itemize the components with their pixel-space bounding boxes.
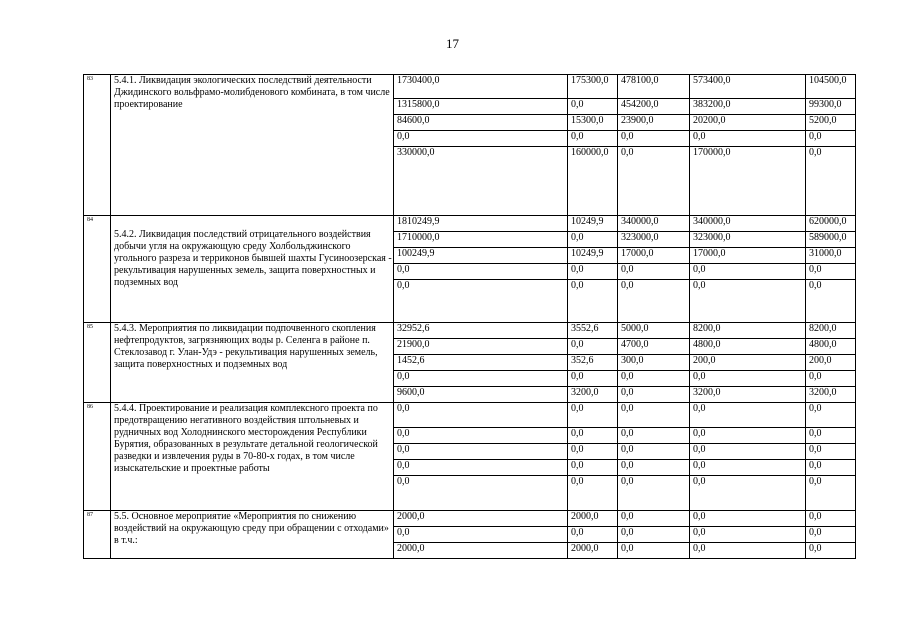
value-col4: 383200,0 [690, 99, 806, 115]
value-col3: 0,0 [618, 460, 690, 476]
value-col2: 15300,0 [568, 115, 618, 131]
value-col4: 0,0 [690, 543, 806, 559]
value-col4: 0,0 [690, 476, 806, 511]
value-col4: 17000,0 [690, 248, 806, 264]
row-description: 5.4.3. Мероприятия по ликвидации подпочвенного скопления нефтепродуктов, загрязняющих воды р. Селенга в районе п. Стеклозавод г. Улан-Удэ - рекультивация нарушенных земель, защита поверхностных и подземных вод [111, 323, 394, 403]
value-col3: 0,0 [618, 387, 690, 403]
value-total: 0,0 [394, 460, 568, 476]
value-total: 0,0 [394, 280, 568, 323]
value-col2: 0,0 [568, 371, 618, 387]
value-col3: 0,0 [618, 543, 690, 559]
value-col4: 0,0 [690, 371, 806, 387]
value-col2: 0,0 [568, 99, 618, 115]
value-col5: 99300,0 [806, 99, 856, 115]
value-col2: 0,0 [568, 339, 618, 355]
value-col4: 0,0 [690, 264, 806, 280]
value-col3: 4700,0 [618, 339, 690, 355]
value-col3: 0,0 [618, 371, 690, 387]
value-total: 21900,0 [394, 339, 568, 355]
value-col3: 0,0 [618, 511, 690, 527]
value-col5: 0,0 [806, 444, 856, 460]
value-col3: 0,0 [618, 527, 690, 543]
value-col5: 0,0 [806, 264, 856, 280]
value-col5: 3200,0 [806, 387, 856, 403]
value-col3: 0,0 [618, 476, 690, 511]
value-col4: 200,0 [690, 355, 806, 371]
value-col2: 0,0 [568, 460, 618, 476]
value-col4: 20200,0 [690, 115, 806, 131]
value-col3: 17000,0 [618, 248, 690, 264]
value-col2: 0,0 [568, 280, 618, 323]
value-col2: 0,0 [568, 131, 618, 147]
value-col5: 0,0 [806, 460, 856, 476]
value-col2: 0,0 [568, 232, 618, 248]
value-col5: 0,0 [806, 371, 856, 387]
value-col2: 352,6 [568, 355, 618, 371]
value-total: 2000,0 [394, 511, 568, 527]
value-total: 84600,0 [394, 115, 568, 131]
value-col4: 573400,0 [690, 75, 806, 99]
value-col4: 0,0 [690, 131, 806, 147]
value-total: 0,0 [394, 371, 568, 387]
value-col4: 0,0 [690, 280, 806, 323]
value-total: 32952,6 [394, 323, 568, 339]
value-col5: 0,0 [806, 543, 856, 559]
value-col2: 10249,9 [568, 248, 618, 264]
value-col5: 0,0 [806, 147, 856, 216]
value-total: 1315800,0 [394, 99, 568, 115]
row-number: 85 [84, 323, 111, 403]
value-col5: 0,0 [806, 511, 856, 527]
value-col4: 0,0 [690, 460, 806, 476]
value-col3: 0,0 [618, 444, 690, 460]
value-col5: 200,0 [806, 355, 856, 371]
row-number: 86 [84, 403, 111, 511]
value-col5: 0,0 [806, 428, 856, 444]
value-col2: 0,0 [568, 444, 618, 460]
value-col3: 478100,0 [618, 75, 690, 99]
row-number: 87 [84, 511, 111, 559]
value-col5: 4800,0 [806, 339, 856, 355]
row-number: 84 [84, 216, 111, 323]
value-total: 0,0 [394, 264, 568, 280]
value-col3: 0,0 [618, 147, 690, 216]
value-col4: 323000,0 [690, 232, 806, 248]
value-total: 9600,0 [394, 387, 568, 403]
value-col2: 0,0 [568, 527, 618, 543]
value-col5: 0,0 [806, 476, 856, 511]
value-col4: 4800,0 [690, 339, 806, 355]
value-col3: 300,0 [618, 355, 690, 371]
row-description: 5.5. Основное мероприятие «Мероприятия по снижению воздействий на окружающую среду при обращении с отходами» в т.ч.: [111, 511, 394, 559]
value-col3: 454200,0 [618, 99, 690, 115]
value-col5: 5200,0 [806, 115, 856, 131]
value-col2: 2000,0 [568, 543, 618, 559]
value-col4: 0,0 [690, 428, 806, 444]
value-col5: 620000,0 [806, 216, 856, 232]
value-col5: 31000,0 [806, 248, 856, 264]
value-col2: 0,0 [568, 476, 618, 511]
value-col4: 0,0 [690, 511, 806, 527]
value-col2: 160000,0 [568, 147, 618, 216]
value-total: 1710000,0 [394, 232, 568, 248]
value-total: 0,0 [394, 527, 568, 543]
value-total: 2000,0 [394, 543, 568, 559]
value-total: 1730400,0 [394, 75, 568, 99]
value-total: 1452,6 [394, 355, 568, 371]
value-col2: 0,0 [568, 264, 618, 280]
value-col3: 340000,0 [618, 216, 690, 232]
value-col5: 0,0 [806, 527, 856, 543]
value-total: 330000,0 [394, 147, 568, 216]
value-col3: 0,0 [618, 280, 690, 323]
table-row [84, 403, 856, 428]
value-col2: 175300,0 [568, 75, 618, 99]
value-col2: 3552,6 [568, 323, 618, 339]
row-description: 5.4.1. Ликвидация экологических последствий деятельности Джидинского вольфрамо-молибденового комбината, в том числе проектирование [111, 75, 394, 216]
value-col4: 170000,0 [690, 147, 806, 216]
value-col5: 0,0 [806, 403, 856, 428]
page-number: 17 [446, 36, 459, 51]
value-col2: 10249,9 [568, 216, 618, 232]
value-col2: 2000,0 [568, 511, 618, 527]
value-col4: 0,0 [690, 403, 806, 428]
value-total: 0,0 [394, 131, 568, 147]
value-col5: 0,0 [806, 131, 856, 147]
row-description: 5.4.2. Ликвидация последствий отрицательного воздействия добычи угля на окружающую среду Холбольджинского угольного разреза и терриконов бывшей шахты Гусиноозерская - рекультивация нарушенных земель, защита поверхностных и подземных вод [111, 216, 394, 323]
value-total: 0,0 [394, 428, 568, 444]
value-col3: 0,0 [618, 131, 690, 147]
value-col3: 23900,0 [618, 115, 690, 131]
table-row [84, 216, 856, 232]
value-total: 0,0 [394, 444, 568, 460]
value-col5: 589000,0 [806, 232, 856, 248]
budget-table [83, 74, 856, 559]
value-col4: 0,0 [690, 527, 806, 543]
table-row [84, 75, 856, 99]
value-col3: 0,0 [618, 403, 690, 428]
value-total: 1810249,9 [394, 216, 568, 232]
value-total: 0,0 [394, 476, 568, 511]
value-total: 0,0 [394, 403, 568, 428]
row-description: 5.4.4. Проектирование и реализация комплексного проекта по предотвращению негативного воздействия штольневых и рудничных вод Холоднинского месторождения Республики Бурятия, образованных в результате детальной геологической разведки и извлечения руды в 70-80-х годах, в том числе изыскательские и проектные работы [111, 403, 394, 511]
value-col3: 323000,0 [618, 232, 690, 248]
value-col2: 0,0 [568, 428, 618, 444]
value-col5: 8200,0 [806, 323, 856, 339]
row-number: 83 [84, 75, 111, 216]
value-col2: 0,0 [568, 403, 618, 428]
value-col2: 3200,0 [568, 387, 618, 403]
value-col4: 3200,0 [690, 387, 806, 403]
table-row [84, 511, 856, 527]
value-col4: 340000,0 [690, 216, 806, 232]
value-col3: 5000,0 [618, 323, 690, 339]
value-col4: 0,0 [690, 444, 806, 460]
value-col4: 8200,0 [690, 323, 806, 339]
value-col3: 0,0 [618, 428, 690, 444]
value-col5: 0,0 [806, 280, 856, 323]
value-col3: 0,0 [618, 264, 690, 280]
value-total: 100249,9 [394, 248, 568, 264]
table-row [84, 323, 856, 339]
value-col5: 104500,0 [806, 75, 856, 99]
